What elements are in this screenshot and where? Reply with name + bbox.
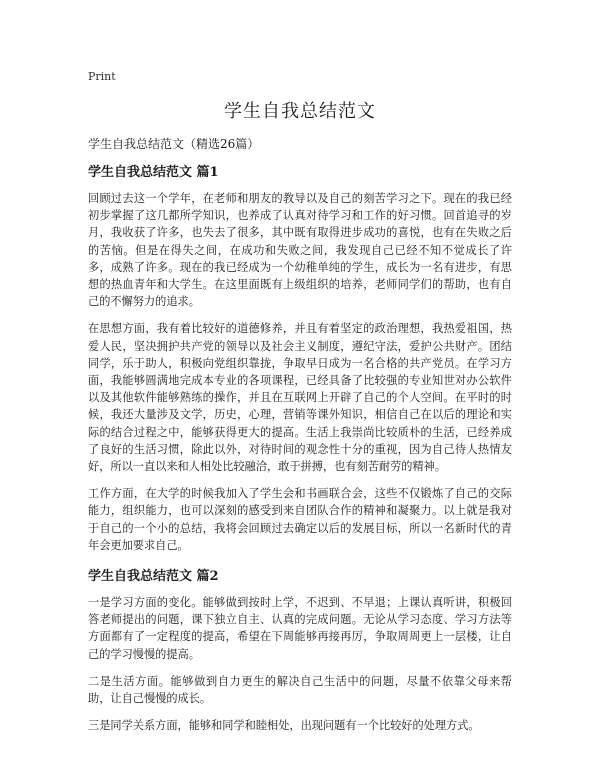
paragraph: 一是学习方面的变化。能够做到按时上学，不迟到、不早退；上课认真听讲，积极回答老师提出的问题，课下独立自主、认真的完成问题。无论从学习态度、学习方法等方面都有了一定程度的提高，希望在下周能够再接再厉，争取周周更上一层楼，让自己的学习慢慢的提高。 (88, 596, 512, 661)
document-subtitle: 学生自我总结范文（精选26篇） (88, 137, 260, 151)
paragraph: 回顾过去这一个学年，在老师和朋友的教导以及自己的刻苦学习之下。现在的我已经初步掌握了这几都所学知识，也养成了认真对待学习和工作的好习惯。回首追寻的岁月，我收获了许多，也失去了很多，其中既有取得进步成功的喜悦，也有在失败之后的苦恼。但是在得失之间，在成功和失败之间，我发现自己已经不知不觉成长了许多，成熟了许多。现在的我已经成为一个幼稚单纯的学生，成长为一名有进步，有思想的热血青年和大学生。在这里面既有上级组织的培养，老师同学们的帮助，也有自己的不懈努力的追求。 (88, 192, 512, 309)
paragraph: 三是同学关系方面，能够和同学和睦相处，出现问题有一个比较好的处理方式。 (88, 719, 480, 733)
print-label: Print (88, 70, 116, 83)
section-1 (88, 164, 512, 554)
section-heading: 学生自我总结范文 篇1 (88, 165, 219, 180)
document-title: 学生自我总结范文 (224, 101, 376, 122)
paragraph: 工作方面，在大学的时候我加入了学生会和书画联合会，这些不仅锻炼了自己的交际能力，组织能力，也可以深刻的感受到来自团队合作的精神和凝聚力。以上就是我对于自己的一个小的总结，我将会回顾过去确定以后的发展目标，所以一名新时代的青年会更加要求自己。 (88, 487, 512, 552)
paragraph: 二是生活方面。能够做到自力更生的解决自己生活中的问题，尽量不依靠父母来帮助，让自己慢慢的成长。 (88, 674, 512, 706)
section-heading: 学生自我总结范文 篇2 (88, 569, 219, 585)
paragraph: 在思想方面，我有着比较好的道德修养，并且有着坚定的政治理想，我热爱祖国，热爱人民，坚决拥护共产党的领导以及社会主义制度，遵纪守法，爱护公共财产。团结同学，乐于助人，积极向党组织靠拢，争取早日成为一名合格的共产党员。在学习方面，我能够圆满地完成本专业的各项课程，已经具备了比较强的专业知世对办公软件以及其他软件能够熟练的操作，并且在互联网上开辟了自己的个人空间。在平时的时候，我还大量涉及文学，历史，心理，营销等课外知识，相信自己在以后的理论和实际的结合过程之中，能够获得更大的提高。生活上我崇尚比较质朴的生活，已经养成了良好的生活习惯，除此以外，对待时间的观念性十分的重视，因为自己待人热情友好，所以一直以来和人相处比较融洽，敢于拼搏，也有刻苦耐劳的精神。 (88, 322, 512, 474)
section-2 (88, 568, 512, 734)
